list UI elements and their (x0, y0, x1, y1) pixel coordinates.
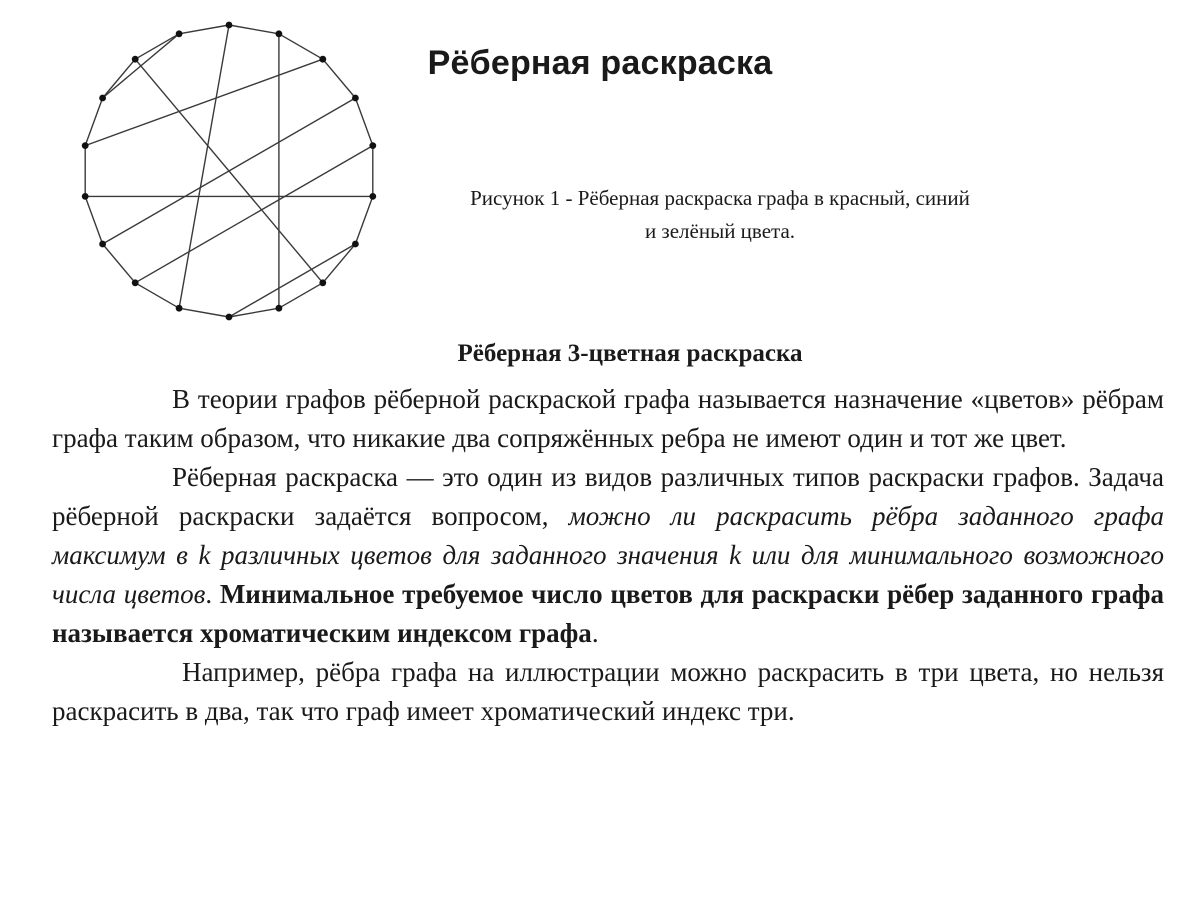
paragraph-2-italic: можно ли раскрасить рёбра заданного графа максимум в k различных цветов для заданного значения k или для минимального возможного числа цветов (52, 501, 1164, 609)
figure-caption (390, 182, 1050, 248)
graph-edge-12 (85, 196, 102, 244)
graph-vertex-13 (82, 193, 89, 200)
graph-vertex-17 (176, 30, 183, 37)
graph-vertex-11 (132, 279, 139, 286)
graph-vertex-2 (319, 56, 326, 63)
paragraph-2-text: Рёберная раскраска — это один из видов различных типов раскраски графов. Задача рёберной раскраски задаётся вопросом, (52, 462, 1164, 531)
graph-edge-6 (323, 244, 356, 283)
graph-vertex-3 (352, 95, 359, 102)
graph-vertex-16 (132, 56, 139, 63)
caption-line-2: и зелёный цвета. (644, 219, 796, 243)
graph-edge-1 (279, 34, 323, 59)
graph-vertex-8 (276, 305, 283, 312)
graph-vertex-6 (352, 241, 359, 248)
graph-edge-19 (179, 25, 229, 308)
page-title: Рёберная раскраска (427, 44, 773, 82)
section-heading: Рёберная 3-цветная раскраска (457, 340, 803, 367)
graph-edge-11 (103, 244, 136, 283)
edge-colored-graph-icon (70, 10, 390, 330)
graph-edge-2 (323, 59, 356, 98)
paragraph-2-separator: . (205, 579, 220, 609)
caption-line-1: Рисунок 1 - Рёберная раскраска графа в красный, синий (470, 186, 970, 210)
paragraph-3: Например, рёбра графа на иллюстрации можно раскрасить в три цвета, но нельзя раскрасить в два, так что граф имеет хроматический индекс три. (52, 657, 1164, 726)
graph-vertex-5 (369, 193, 376, 200)
graph-edge-20 (85, 59, 323, 145)
graph-vertex-0 (226, 22, 233, 29)
graph-vertex-14 (82, 142, 89, 149)
graph-edge-26 (103, 34, 180, 98)
graph-vertex-12 (99, 241, 106, 248)
graph-vertex-9 (226, 314, 233, 321)
graph-vertex-15 (99, 95, 106, 102)
graph-vertex-7 (319, 279, 326, 286)
paragraph-1: В теории графов рёберной раскраской графа называется назначение «цветов» рёбрам графа таким образом, что никакие два сопряжённых ребра не имеют один и тот же цвет. (52, 384, 1164, 453)
graph-edge-9 (179, 308, 229, 317)
graph-edge-24 (229, 244, 355, 317)
graph-edge-0 (229, 25, 279, 34)
paragraph-2-bold: Минимальное требуемое число цветов для раскраски рёбер заданного графа называется хроматическим индексом графа (52, 579, 1164, 648)
graph-edge-16 (135, 34, 179, 59)
graph-edge-10 (135, 283, 179, 308)
graph-figure (70, 10, 390, 330)
graph-edge-15 (103, 59, 136, 98)
graph-vertex-4 (369, 142, 376, 149)
graph-edge-23 (135, 146, 373, 283)
graph-edge-14 (85, 98, 102, 146)
graph-vertex-10 (176, 305, 183, 312)
graph-edge-3 (355, 98, 372, 146)
graph-edge-7 (279, 283, 323, 308)
graph-edge-17 (179, 25, 229, 34)
body-text (52, 380, 1164, 731)
graph-vertex-1 (276, 30, 283, 37)
paragraph-2-end: . (591, 618, 599, 648)
graph-edge-5 (355, 196, 372, 244)
paragraph-2 (52, 458, 1164, 653)
